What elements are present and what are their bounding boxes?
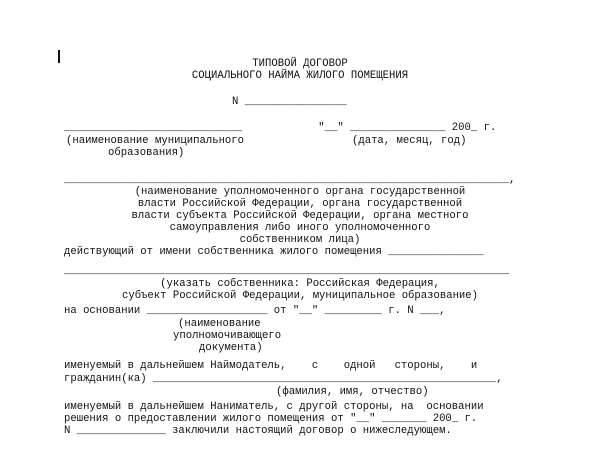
authority-caption-5: собственником лица) (239, 234, 361, 246)
owner-caption-2: субъект Российской Федерации, муниципальное образование) (121, 290, 478, 302)
full-name-caption: (фамилия, имя, отчество) (276, 386, 429, 398)
citizen-line: гражданин(ка) ______________________________________________________, (64, 373, 503, 385)
authority-caption-1: (наименование уполномоченного органа государственной (134, 186, 466, 198)
doc-title-line2: СОЦИАЛЬНОГО НАЙМА ЖИЛОГО ПОМЕЩЕНИЯ (191, 70, 409, 82)
municipality-date-line: ____________________________ "__" _______________ 200_ г. (64, 122, 497, 134)
municipality-caption-2: образования) (108, 147, 185, 159)
owner-caption-1: (указать собственника: Российская Федерация, (160, 278, 440, 290)
authority-caption-2: власти Российской Федерации, органа государственной (137, 198, 463, 210)
acting-on-behalf-line: действующий от имени собственника жилого помещения _______________ (64, 246, 484, 258)
authority-caption-3: власти субъекта Российской Федерации, органа местного (131, 210, 469, 222)
authority-blank-line: ______________________________________________________________________, (64, 174, 516, 186)
basis-line: на основании ___________________ от "__" _________ г. N ___, (64, 305, 446, 317)
municipality-caption-1: (наименование муниципального (66, 135, 245, 147)
document-caption-2: уполномочивающего (173, 330, 282, 342)
document-caption-3: документа) (199, 342, 263, 354)
landlord-line: именуемый в дальнейшем Наймодатель, с одной стороны, и (64, 360, 478, 372)
doc-title-line1: ТИПОВОЙ ДОГОВОР (252, 58, 348, 70)
contract-number-line: N ________________ (232, 96, 347, 108)
tenant-line: именуемый в дальнейшем Наниматель, с другой стороны, на основании (64, 401, 484, 413)
decision-line: решения о предоставлении жилого помещения от "__" _______ 200_ г. (64, 413, 478, 425)
owner-blank-line: ______________________________________________________________________ (64, 265, 510, 277)
date-caption: (дата, месяц, год) (352, 135, 467, 147)
document-caption-1: (наименование (178, 318, 261, 330)
concluded-line: N ______________ заключили настоящий договор о нижеследующем. (64, 425, 452, 437)
authority-caption-4: самоуправления либо иного уполномоченного (169, 222, 431, 234)
